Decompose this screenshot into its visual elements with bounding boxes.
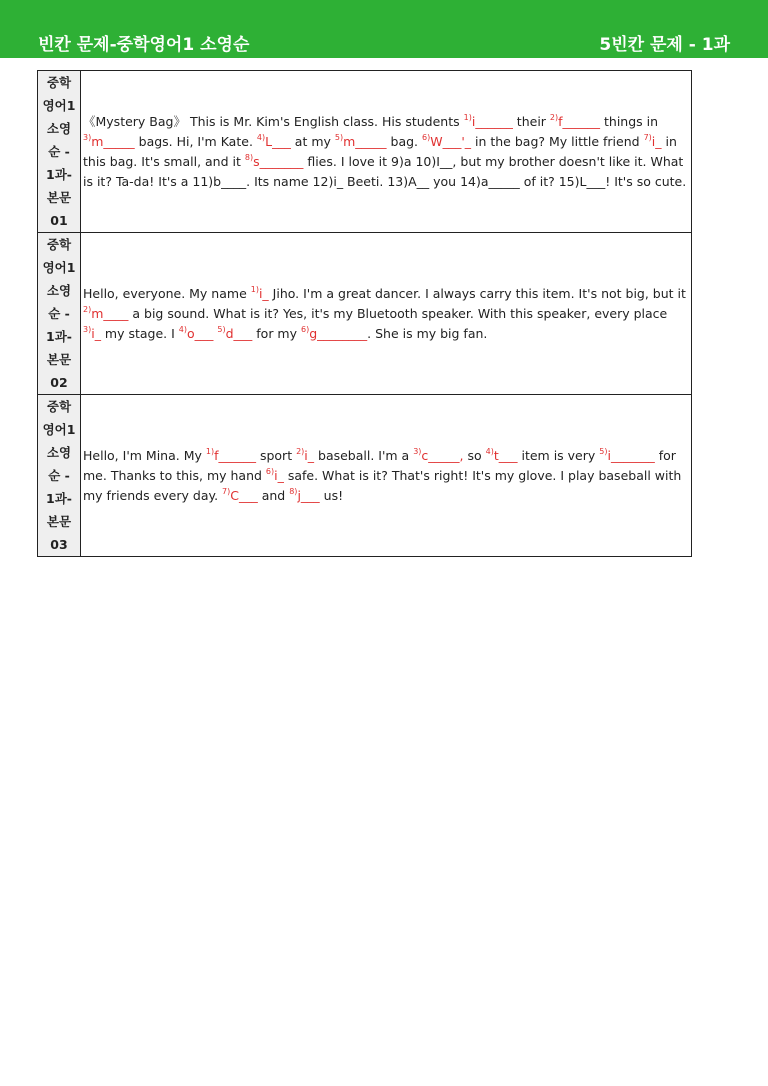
question-table <box>37 70 692 557</box>
blank-number: 8) <box>244 152 254 162</box>
passage-segment: Hello, I'm Mina. My <box>83 447 206 463</box>
blank-number: 6) <box>422 132 431 142</box>
passage-text <box>81 395 692 557</box>
worksheet-title: 빈칸 문제-중학영어1 소영순 <box>38 35 250 55</box>
row-label: 중학영어1 소영순 - 1과-본문 03 <box>42 399 76 552</box>
fill-in-blank[interactable] <box>644 134 662 149</box>
passage-segment: Hello, everyone. My name <box>83 285 251 301</box>
fill-in-blank[interactable] <box>83 134 135 149</box>
blank-hint: m_____ <box>343 133 387 149</box>
blank-hint: i_ <box>91 325 101 341</box>
blank-number: 7) <box>222 486 231 496</box>
passage-segment: in the bag? My little friend <box>471 133 644 149</box>
passage-segment: a big sound. What is it? Yes, it's my Bluetooth speaker. With this speaker, every place <box>128 305 668 321</box>
blank-number: 5) <box>599 446 608 456</box>
fill-in-blank[interactable] <box>335 134 387 149</box>
fill-in-blank[interactable] <box>179 326 214 341</box>
row-label: 중학영어1 소영순 - 1과-본문 02 <box>42 237 76 390</box>
blank-number: 2) <box>549 112 559 122</box>
blank-hint: c_____, <box>421 447 464 463</box>
passage-segment: in this bag. It's small, and it <box>83 133 677 169</box>
blank-number: 5) <box>217 324 226 334</box>
fill-in-blank[interactable] <box>251 286 269 301</box>
passage-segment: baseball. I'm a <box>314 447 414 463</box>
blank-hint: j___ <box>297 487 320 503</box>
blank-hint: d___ <box>225 325 253 341</box>
fill-in-blank[interactable] <box>217 326 252 341</box>
fill-in-blank[interactable] <box>301 326 367 341</box>
worksheet-subtitle: 5빈칸 문제 - 1과 <box>599 35 730 55</box>
passage-segment: flies. I love it 9)a 10)I__, but my brother doesn't like it. What is it? Ta-da! It's a 11)b____. Its name 12)i_ Beeti. 13)A__ you 14)a_____ of it? 15)L___! It's so cute. <box>83 153 687 189</box>
passage-segment: 《Mystery Bag》 This is Mr. Kim's English class. His students <box>83 113 464 129</box>
passage-segment: so <box>463 447 486 463</box>
question-row <box>38 395 692 557</box>
passage-segment: for my <box>252 325 301 341</box>
blank-number: 4) <box>485 446 494 456</box>
fill-in-blank[interactable] <box>413 448 463 463</box>
blank-number: 1) <box>463 112 472 122</box>
blank-hint: i_ <box>304 447 315 463</box>
fill-in-blank[interactable] <box>266 468 284 483</box>
fill-in-blank[interactable] <box>83 326 101 341</box>
blank-hint: f______ <box>214 447 256 463</box>
passage-text <box>81 233 692 395</box>
row-label-cell <box>38 233 81 395</box>
blank-number: 4) <box>178 324 187 334</box>
row-label-cell <box>38 395 81 557</box>
fill-in-blank[interactable] <box>83 306 128 321</box>
blank-hint: o___ <box>187 325 214 341</box>
fill-in-blank[interactable] <box>296 448 314 463</box>
fill-in-blank[interactable] <box>245 154 303 169</box>
blank-number: 3) <box>413 446 422 456</box>
blank-hint: f______ <box>558 113 601 129</box>
blank-number: 4) <box>256 132 266 142</box>
fill-in-blank[interactable] <box>422 134 471 149</box>
fill-in-blank[interactable] <box>222 488 258 503</box>
blank-hint: L___ <box>265 133 291 149</box>
passage-segment: for me. Thanks to this, my hand <box>83 447 676 483</box>
passage-segment: safe. What is it? That's right! It's my glove. I play baseball with my friends every day. <box>83 467 682 503</box>
blank-hint: i_ <box>258 285 269 301</box>
passage-segment: item is very <box>517 447 600 463</box>
blank-number: 7) <box>643 132 652 142</box>
blank-hint: g________ <box>309 325 368 341</box>
blank-hint: t___ <box>493 447 518 463</box>
page-header <box>0 0 768 58</box>
fill-in-blank[interactable] <box>599 448 654 463</box>
blank-number: 6) <box>300 324 310 334</box>
blank-number: 6) <box>265 466 275 476</box>
passage-segment: bags. Hi, I'm Kate. <box>134 133 257 149</box>
fill-in-blank[interactable] <box>257 134 291 149</box>
blank-hint: i______ <box>471 113 513 129</box>
blank-number: 8) <box>289 486 298 496</box>
blank-hint: i_ <box>651 133 662 149</box>
blank-hint: W___'_ <box>430 133 472 149</box>
passage-segment: their <box>512 113 550 129</box>
fill-in-blank[interactable] <box>486 448 518 463</box>
blank-number: 3) <box>83 324 92 334</box>
blank-number: 1) <box>250 284 259 294</box>
blank-hint: s_______ <box>253 153 304 169</box>
passage-segment: and <box>257 487 290 503</box>
passage-segment: bag. <box>386 133 422 149</box>
passage-segment: at my <box>290 133 335 149</box>
fill-in-blank[interactable] <box>550 114 600 129</box>
blank-hint: C___ <box>230 487 258 503</box>
passage-segment: my stage. I <box>100 325 179 341</box>
blank-hint: i_ <box>274 467 284 483</box>
row-label-cell <box>38 71 81 233</box>
question-row <box>38 71 692 233</box>
blank-number: 3) <box>83 132 92 142</box>
passage-segment: . She is my big fan. <box>367 325 488 341</box>
passage-segment: things in <box>600 113 659 129</box>
question-row <box>38 233 692 395</box>
row-label: 중학영어1 소영순 - 1과-본문 01 <box>42 75 76 228</box>
blank-number: 2) <box>83 304 92 314</box>
blank-number: 5) <box>334 132 344 142</box>
fill-in-blank[interactable] <box>206 448 256 463</box>
passage-segment: us! <box>319 487 344 503</box>
fill-in-blank[interactable] <box>464 114 513 129</box>
blank-hint: m_____ <box>91 133 135 149</box>
passage-text <box>81 71 692 233</box>
blank-hint: m____ <box>91 305 129 321</box>
blank-number: 1) <box>205 446 215 456</box>
fill-in-blank[interactable] <box>289 488 319 503</box>
blank-hint: i_______ <box>607 447 655 463</box>
passage-segment: Jiho. I'm a great dancer. I always carry this item. It's not big, but it <box>268 285 686 301</box>
blank-number: 2) <box>296 446 305 456</box>
passage-segment: sport <box>255 447 297 463</box>
